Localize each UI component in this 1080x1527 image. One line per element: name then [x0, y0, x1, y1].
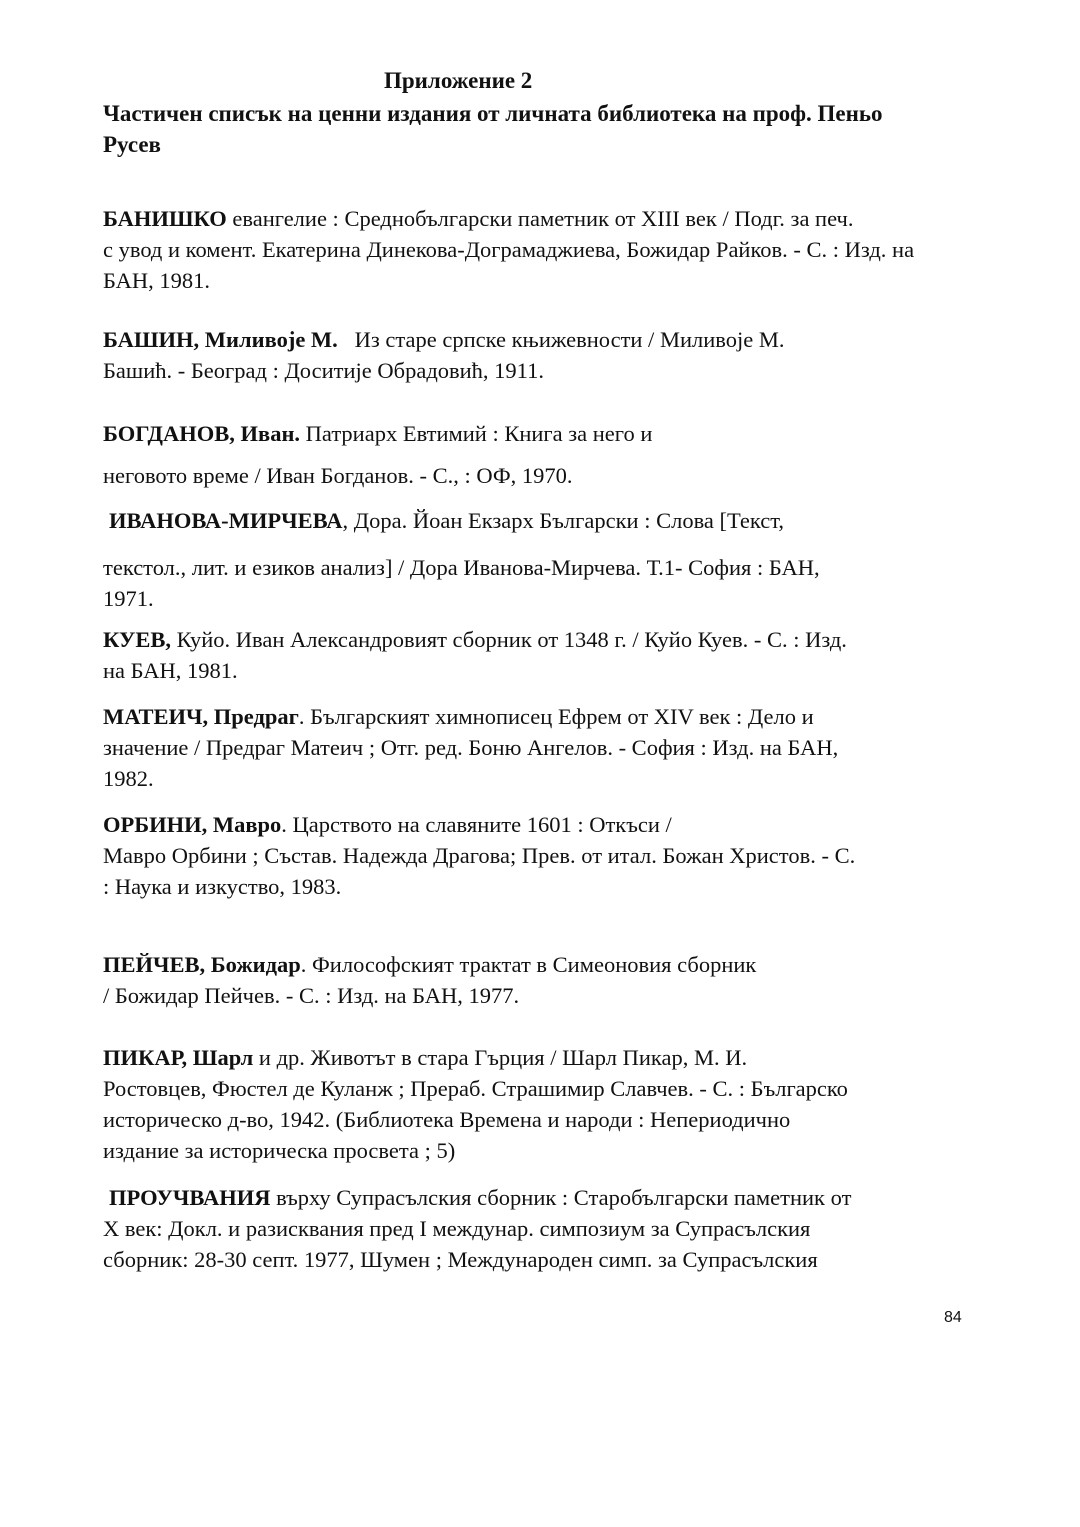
- entry-line: сборник: 28-30 септ. 1977, Шумен ; Международен симп. за Супрасълския: [103, 1247, 818, 1272]
- entry-line: издание за историческа просвета ; 5): [103, 1138, 456, 1163]
- entry-line: [103, 203, 963, 234]
- entry-text: евангелие : Среднобългарски паметник от XIII век / Подг. за печ.: [226, 206, 854, 231]
- entry-text: . Царството на славяните 1601 : Откъси /: [281, 812, 672, 837]
- entry-heading: ПИКАР, Шарл: [103, 1045, 254, 1070]
- entry-line: 1971.: [103, 586, 154, 611]
- entry-line: неговото време / Иван Богданов. - С., : ОФ, 1970.: [103, 463, 573, 488]
- appendix-label: Приложение 2: [384, 68, 533, 93]
- entry-text: върху Супрасълския сборник : Старобългарски паметник от: [270, 1185, 852, 1210]
- bibliography-entry-kuev: [103, 624, 963, 686]
- entry-heading: ПЕЙЧЕВ, Божидар: [103, 952, 301, 977]
- entry-line: Башић. - Београд : Доситије Обрадовић, 1911.: [103, 358, 544, 383]
- bibliography-entry-bashin: [103, 324, 963, 386]
- bibliography-entry-ivanova-mircheva: [103, 505, 963, 614]
- entry-line: историческо д-во, 1942. (Библиотека Времена и народи : Непериодично: [103, 1107, 791, 1132]
- entry-heading: БАНИШКО: [103, 206, 227, 231]
- entry-text: Из старе српске књижевности / Миливоје М.: [337, 327, 785, 352]
- bibliography-entry-orbini: [103, 809, 963, 902]
- bibliography-entry-prouchvaniya: [103, 1182, 963, 1275]
- entry-line: [103, 324, 963, 355]
- entry-line: [103, 418, 963, 449]
- entry-heading: КУЕВ,: [103, 627, 172, 652]
- entry-text: . Философският трактат в Симеоновия сборник: [300, 952, 757, 977]
- entry-line: значение / Предраг Матеич ; Отг. ред. Боню Ангелов. - София : Изд. на БАН,: [103, 735, 839, 760]
- entry-text: Патриарх Евтимий : Книга за него и: [300, 421, 653, 446]
- entry-line: [103, 809, 963, 840]
- entry-line: [103, 1182, 963, 1213]
- entry-heading: ИВАНОВА-МИРЧЕВА: [109, 508, 343, 533]
- entry-heading: ПРОУЧВАНИЯ: [109, 1185, 271, 1210]
- entry-text: . Българският химнописец Ефрем от XIV век : Дело и: [298, 704, 814, 729]
- entry-heading: БАШИН, Миливоје М.: [103, 327, 338, 352]
- entry-text: и др. Животът в стара Гърция / Шарл Пикар, М. И.: [253, 1045, 748, 1070]
- entry-line: : Наука и изкуство, 1983.: [103, 874, 342, 899]
- entry-line: / Божидар Пейчев. - С. : Изд. на БАН, 1977.: [103, 983, 520, 1008]
- entry-line: 1982.: [103, 766, 154, 791]
- page-title: Частичен списък на ценни издания от личната библиотека на проф. Пеньо Русев: [103, 101, 883, 157]
- page-number: 84: [944, 1309, 962, 1326]
- bibliography-entry-bogdanov: [103, 418, 963, 491]
- entry-line: [103, 1042, 963, 1073]
- entry-line: [103, 949, 963, 980]
- entry-text: Куйо. Иван Александровият сборник от 1348 г. / Куйо Куев. - С. : Изд.: [171, 627, 847, 652]
- bibliography-entry-peychev: [103, 949, 963, 1011]
- bibliography-entry-mateich: [103, 701, 963, 794]
- bibliography-entry-pikar: [103, 1042, 963, 1166]
- entry-line: БАН, 1981.: [103, 268, 210, 293]
- entry-line: с увод и комент. Екатерина Динекова-Дограмаджиева, Божидар Райков. - С. : Изд. на: [103, 237, 915, 262]
- entry-line: Мавро Орбини ; Състав. Надежда Драгова; Прев. от итал. Божан Христов. - С.: [103, 843, 856, 868]
- entry-line: на БАН, 1981.: [103, 658, 238, 683]
- bibliography-entry-banishko: [103, 203, 963, 296]
- entry-line: [103, 505, 963, 536]
- entry-text: , Дора. Йоан Екзарх Български : Слова [Текст,: [342, 508, 785, 533]
- entry-heading: БОГДАНОВ, Иван.: [103, 421, 301, 446]
- entry-line: текстол., лит. и езиков анализ] / Дора Иванова-Мирчева. Т.1- София : БАН,: [103, 555, 820, 580]
- entry-heading: ОРБИНИ, Мавро: [103, 812, 282, 837]
- entry-heading: МАТЕИЧ, Предраг: [103, 704, 299, 729]
- entry-line: Ростовцев, Фюстел де Куланж ; Прераб. Страшимир Славчев. - С. : Българско: [103, 1076, 848, 1101]
- entry-line: [103, 624, 963, 655]
- entry-line: [103, 701, 963, 732]
- entry-line: X век: Докл. и разисквания пред I междунар. симпозиум за Супрасълския: [103, 1216, 811, 1241]
